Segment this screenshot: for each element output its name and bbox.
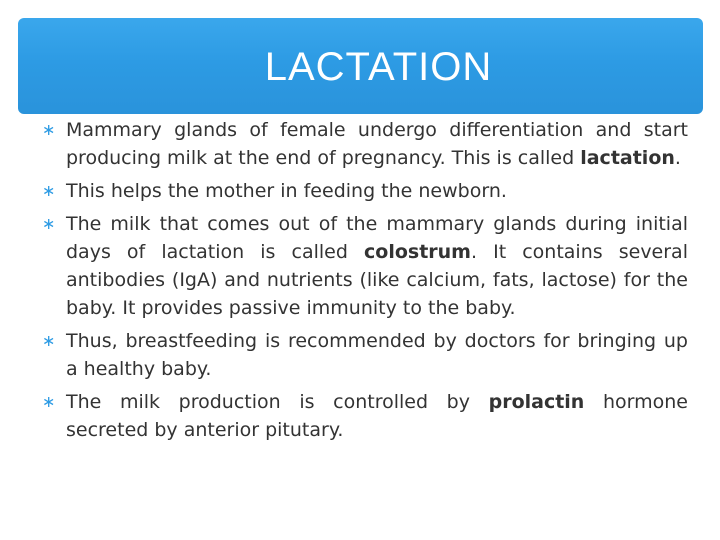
bullet-text: The milk production is controlled by <box>66 391 489 413</box>
bullet-asterisk-icon: ∗ <box>42 214 56 233</box>
bullet-text: . <box>674 147 681 169</box>
title-banner <box>18 18 703 114</box>
slide-title: LACTATION <box>264 44 493 89</box>
bullet-text: Mammary glands of female undergo differentiation and start producing milk at the end of pregnancy. This is called <box>66 119 688 169</box>
bullet-keyword-lactation: lactation <box>580 147 675 169</box>
bullet-text: Thus, breastfeeding is recommended by doctors for bringing up a healthy baby. <box>66 330 688 380</box>
bullet-keyword-prolactin: prolactin <box>488 391 585 413</box>
bullet-item <box>42 210 688 322</box>
bullet-item <box>42 177 688 205</box>
bullet-text: The milk that comes out of the mammary glands during initial days of lactation is called <box>66 213 688 263</box>
bullet-text: hormone secreted by anterior pitutary. <box>66 391 688 441</box>
bullet-item <box>42 388 688 444</box>
bullet-item <box>42 116 688 172</box>
bullet-text: . It contains several antibodies (IgA) and nutrients (like calcium, fats, lactose) for the baby. It provides passive immunity to the baby. <box>66 241 688 319</box>
bullet-list <box>42 116 688 449</box>
bullet-keyword-colostrum: colostrum <box>364 241 471 263</box>
bullet-asterisk-icon: ∗ <box>42 392 56 411</box>
bullet-asterisk-icon: ∗ <box>42 331 56 350</box>
bullet-text: This helps the mother in feeding the newborn. <box>66 180 507 202</box>
bullet-asterisk-icon: ∗ <box>42 181 56 200</box>
bullet-item <box>42 327 688 383</box>
bullet-asterisk-icon: ∗ <box>42 120 56 139</box>
